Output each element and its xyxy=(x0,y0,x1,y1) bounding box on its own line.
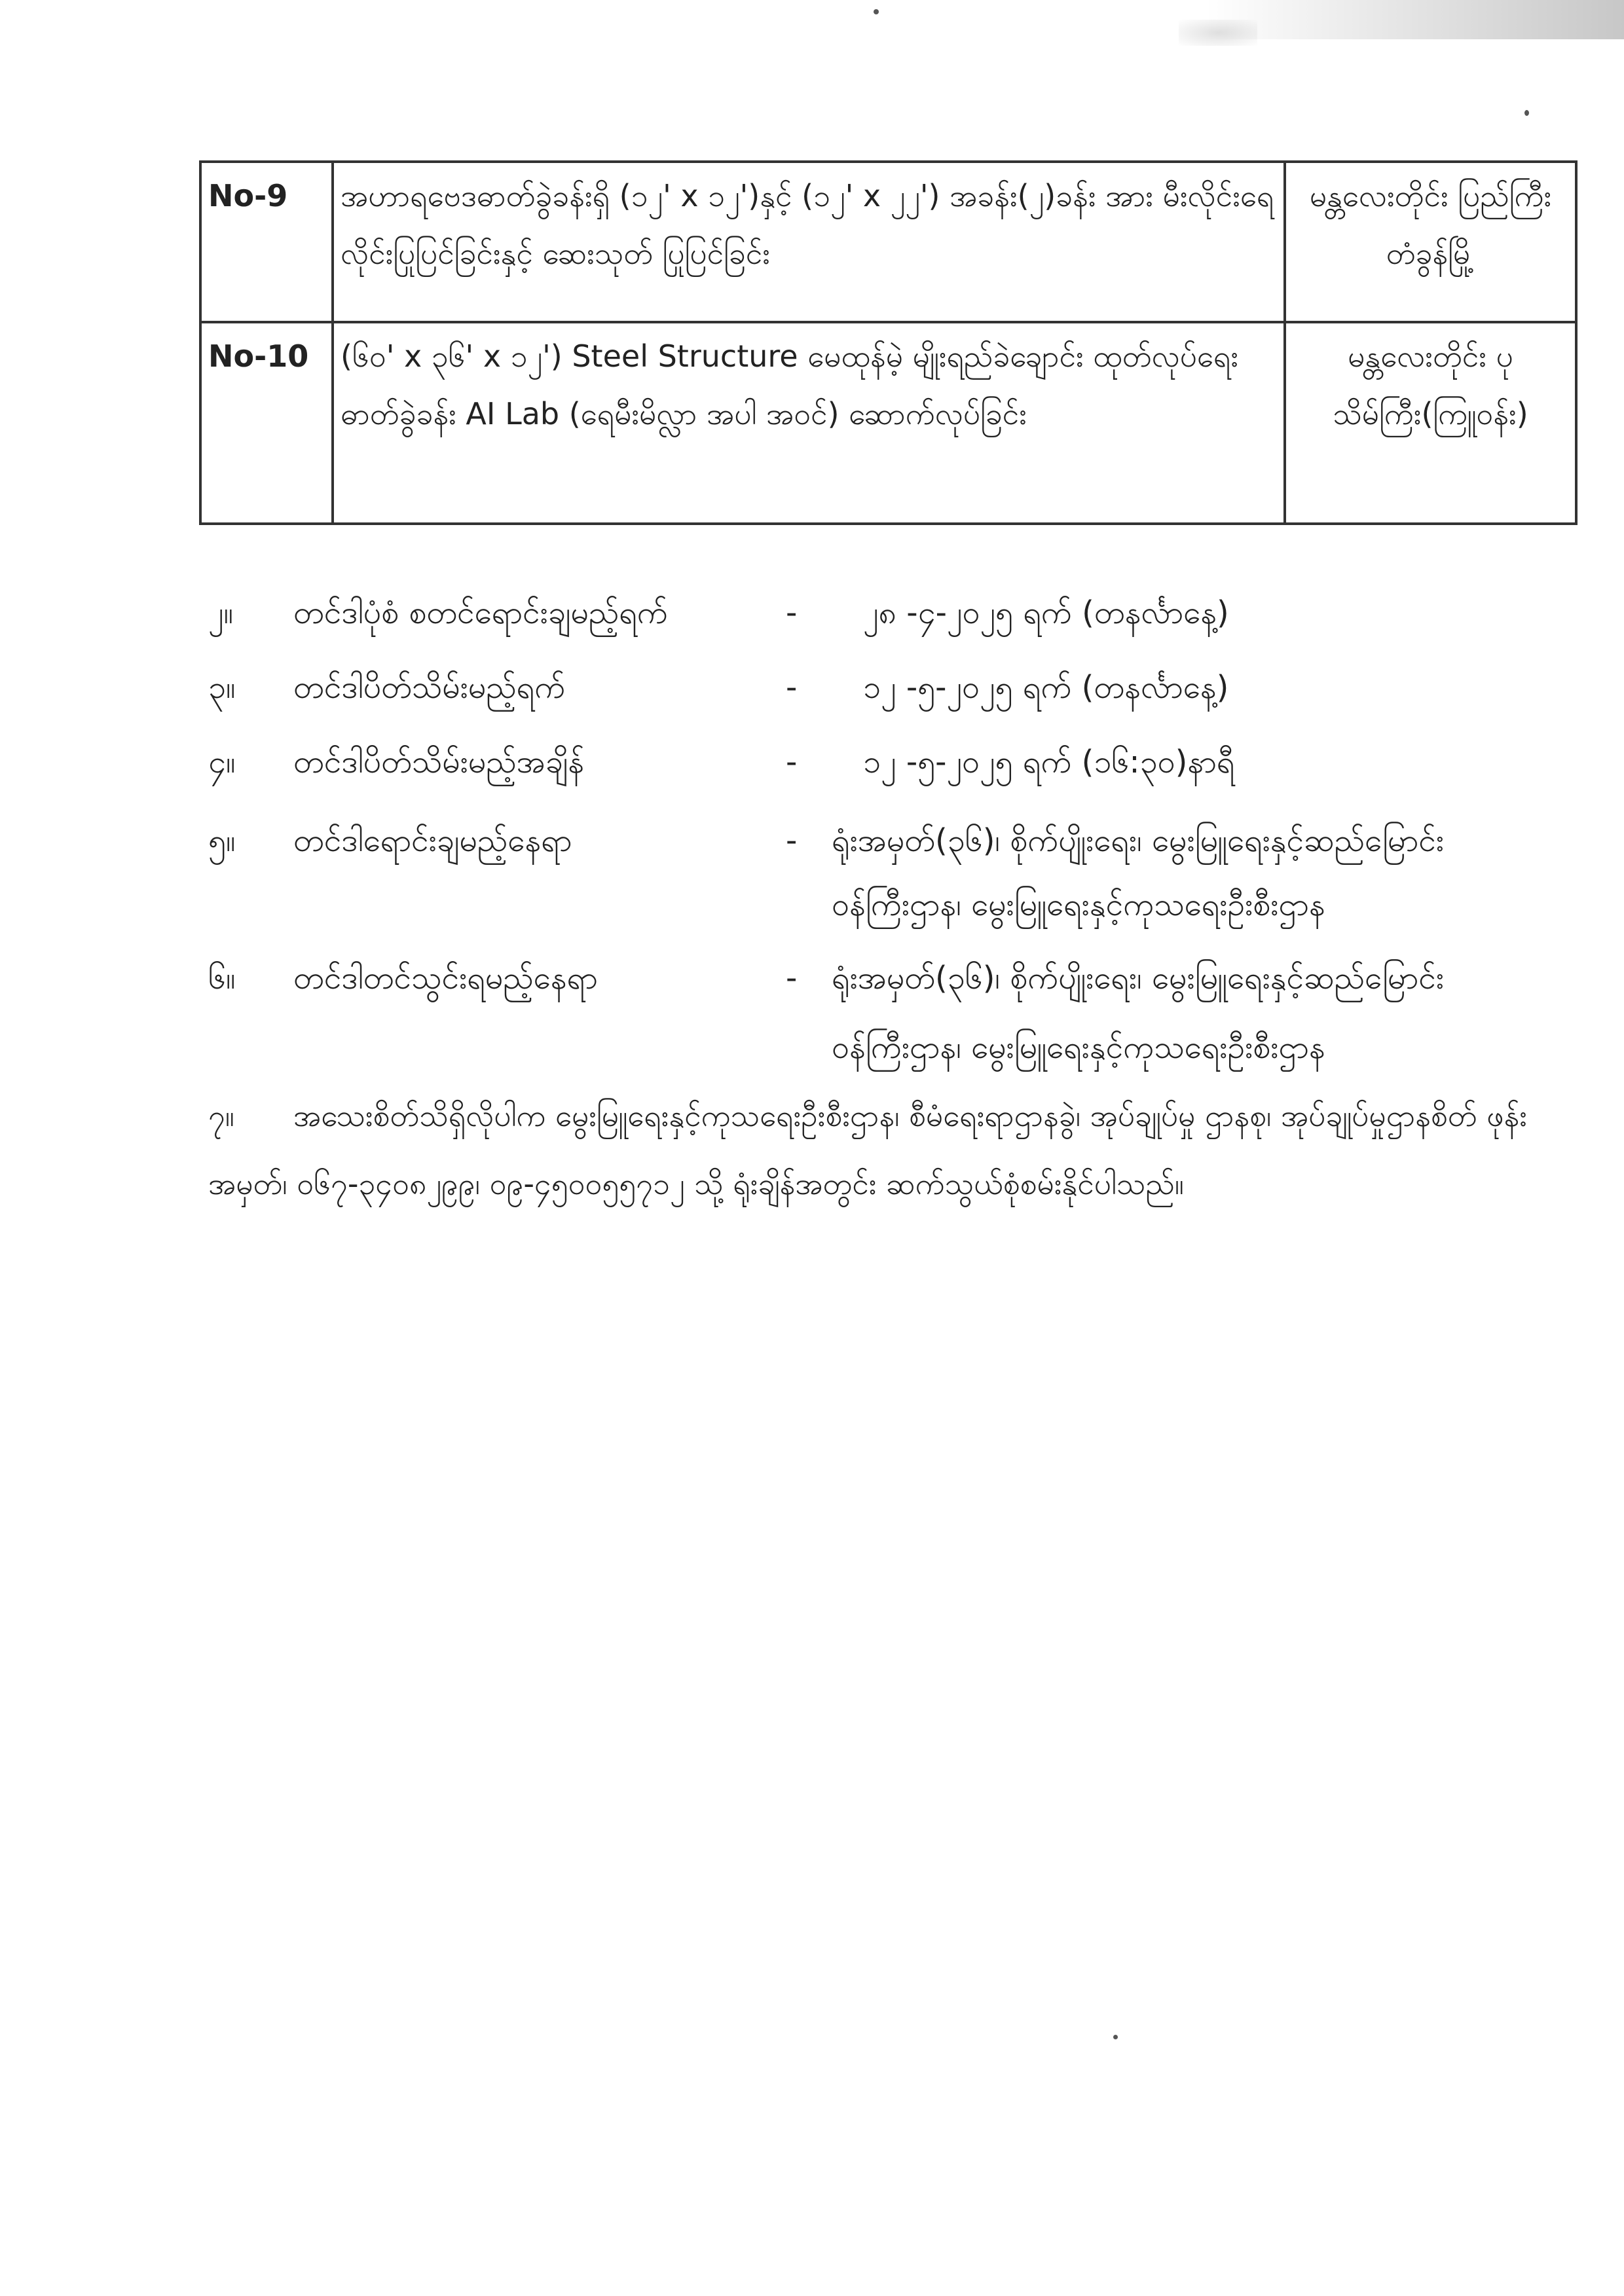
schedule-label: တင်ဒါပိတ်သိမ်းမည့်အချိန် xyxy=(293,744,585,780)
schedule-number: ၂။ xyxy=(208,594,234,631)
schedule-value: ၁၂ -၅-၂၀၂၅ ရက် (တနင်္လာနေ့) xyxy=(863,669,1229,706)
schedule-value: ၁၂ -၅-၂၀၂၅ ရက် (၁၆:၃၀)နာရီ xyxy=(863,744,1235,780)
scan-edge-shadow xyxy=(1205,0,1624,39)
schedule-dash: - xyxy=(786,594,798,631)
table-row xyxy=(200,162,1576,322)
schedule-value: ရုံးအမှတ်(၃၆)၊ စိုက်ပျိုးရေး၊ မွေးမြူရေးနှင့်ဆည်မြောင်း xyxy=(832,960,1445,996)
contact-text: အသေးစိတ်သိရှိလိုပါက မွေးမြူရေးနှင့်ကုသရေးဦးစီးဌာန၊ စီမံရေးရာဌာနခွဲ၊ အုပ်ချုပ်မှု ဌာနစု၊ အုပ်ချုပ်မှုဌာနစိတ် ဖုန်းအမှတ်၊ ၀၆၇-၃၄၀၈၂၉၉၊ ၀၉-၄၅၀၀၅၅၇၁၂ သို့ ရုံးချိန်အတွင်း ဆက်သွယ်စုံစမ်းနိုင်ပါသည်။ xyxy=(208,1098,1527,1201)
schedule-number: ၄။ xyxy=(208,744,236,780)
schedule-label: တင်ဒါပိတ်သိမ်းမည့်ရက် xyxy=(293,669,566,706)
schedule-dash: - xyxy=(786,744,798,780)
item-description: အဟာရဗေဒဓာတ်ခွဲခန်းရှိ (၁၂' x ၁၂')နှင့် (၁၂' x ၂၂') အခန်း(၂)ခန်း အား မီးလိုင်းရေလိုင်းပြုပြင်ခြင်းနှင့် ဆေးသုတ် ပြုပြင်ခြင်း xyxy=(333,162,1285,322)
schedule-label: တင်ဒါတင်သွင်းရမည့်နေရာ xyxy=(293,960,598,996)
schedule-dash: - xyxy=(786,960,798,996)
scan-smudge xyxy=(1179,20,1257,46)
contact-number: ၇။ xyxy=(208,1098,234,1133)
scan-speck xyxy=(1113,2035,1118,2039)
schedule-value: ဝန်ကြီးဌာန၊ မွေးမြူရေးနှင့်ကုသရေးဦးစီးဌာန xyxy=(832,886,1325,923)
table-row xyxy=(200,322,1576,524)
item-description: (၆၀' x ၃၆' x ၁၂') Steel Structure မေထုန်မဲ့ မျိုးရည်ခဲချောင်း ထုတ်လုပ်ရေး ဓာတ်ခွဲခန်း AI Lab (ရေမီးမိလ္လာ အပါ အဝင်) ဆောက်လုပ်ခြင်း xyxy=(333,322,1285,524)
schedule-number: ၆။ xyxy=(208,960,236,996)
item-number: No-10 xyxy=(200,322,333,524)
schedule-number: ၃။ xyxy=(208,669,236,706)
schedule-value: ၂၈ -၄-၂၀၂၅ ရက် (တနင်္လာနေ့) xyxy=(863,594,1229,631)
item-location: မန္တလေးတိုင်း ပြည်ကြီးတံခွန်မြို့ xyxy=(1285,162,1576,322)
schedule-dash: - xyxy=(786,822,798,859)
schedule-value: ဝန်ကြီးဌာန၊ မွေးမြူရေးနှင့်ကုသရေးဦးစီးဌာန xyxy=(832,1029,1325,1066)
scan-speck xyxy=(874,9,879,14)
item-location: မန္တလေးတိုင်း ပုသိမ်ကြီး(ကြူဝန်း) xyxy=(1285,322,1576,524)
schedule-value: ရုံးအမှတ်(၃၆)၊ စိုက်ပျိုးရေး၊ မွေးမြူရေးနှင့်ဆည်မြောင်း xyxy=(832,822,1445,859)
schedule-dash: - xyxy=(786,669,798,706)
item-number: No-9 xyxy=(200,162,333,322)
schedule-label: တင်ဒါရောင်းချမည့်နေရာ xyxy=(293,822,572,859)
contact-paragraph xyxy=(208,1082,1557,1218)
scan-speck xyxy=(1524,110,1529,116)
schedule-number: ၅။ xyxy=(208,822,236,859)
tender-items-table xyxy=(199,160,1578,525)
schedule-label: တင်ဒါပုံစံ စတင်ရောင်းချမည့်ရက် xyxy=(293,594,668,631)
